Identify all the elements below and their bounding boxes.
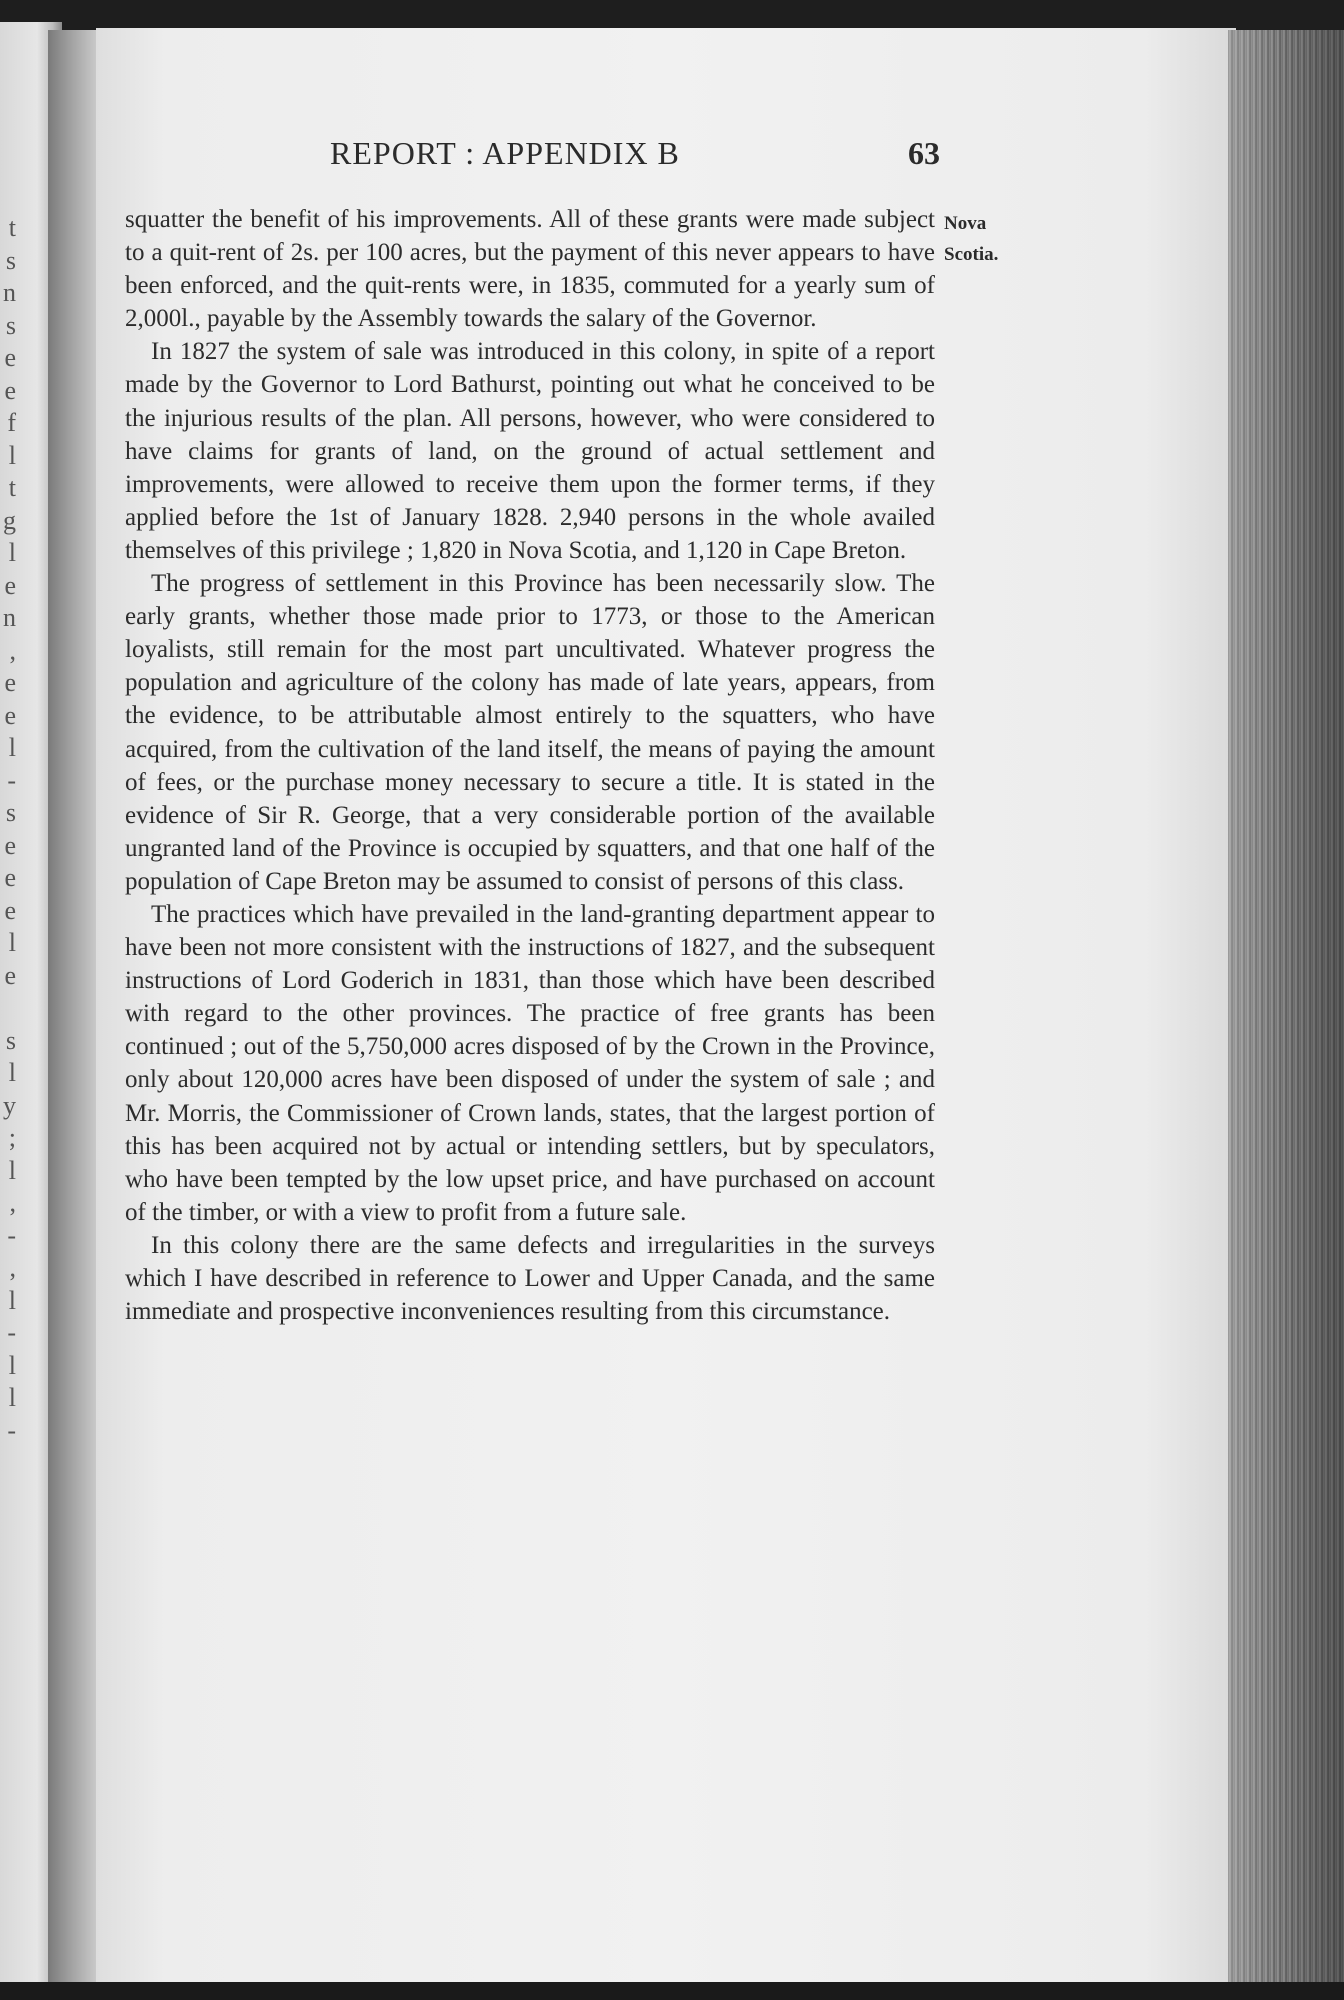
paragraph: The practices which have prevailed in the land-granting department appear to have been not more consistent with the instructions of 1827, and the subsequent instructions of Lord Goderich in 1831, than those which have been described with regard to the other provinces. The practice of free grants has been continued ; out of the 5,750,000 acres disposed of by the Crown in the Province, only about 120,000 acres have been disposed of under the system of sale ; and Mr. Morris, the Commissioner of Crown lands, states, that the largest portion of this has been acquired not by actual or intending settlers, but by speculators, who have been tempted by the low upset price, and have purchased on account of the timber, or with a view to profit from a future sale. [125,900,935,1226]
paragraph: The progress of settlement in this Province has been necessarily slow. The early grants, whether those made prior to 1773, or those to the American loyalists, still remain for the most part uncultivated. Whatever progress the population and agriculture of the colony has made of late years, appears, from the evidence, to be attributable almost entirely to the squatters, who have acquired, from the cultivation of the land itself, the means of paying the amount of fees, or the purchase money necessary to secure a title. It is stated in the evidence of Sir R. George, that a very considerable portion of the available ungranted land of the Province is occupied by squatters, and that one half of the population of Cape Breton may be assumed to consist of persons of this class. [125,570,935,895]
book-gutter [48,30,100,1990]
paragraph: In 1827 the system of sale was introduced in this colony, in spite of a report made by the Governor to Lord Bathurst, pointing out what he conceived to be the injurious results of the plan. All persons, however, who were considered to have claims for grants of land, on the ground of actual settlement and improvements, were allowed to receive them upon the former terms, if they applied before the 1st of January 1828. 2,940 persons in the whole availed themselves of this privilege ; 1,820 in Nova Scotia, and 1,120 in Cape Breton. [125,338,935,564]
left-page-text-fragment: t s n s e e f l t g l e n , e e l - s e e e l e s l y ; l , - , l - l l - [3,213,16,1445]
margin-note [944,208,998,270]
running-head: REPORT : APPENDIX B [330,135,680,171]
page-header [330,135,940,179]
scan-bottom-border [0,1982,1344,2000]
fore-edge-shading [1228,30,1344,1990]
margin-note-line: Nova [944,213,987,234]
paragraph: In this colony there are the same defects and irregularities in the surveys which I have described in reference to Lower and Upper Canada, and the same immediate and prospective inconveniences resulting from this circumstance. [125,1231,935,1326]
body-text [125,203,935,1328]
page-number: 63 [908,135,940,171]
paragraph: squatter the benefit of his improvements. All of these grants were made subject to a quit-rent of 2s. per 100 acres, but the payment of this never appears to have been enforced, and the quit-rents were, in 1835, commuted for a yearly sum of 2,000l., payable by the Assembly towards the salary of the Governor. [125,206,935,333]
margin-note-line: Scotia. [944,244,999,265]
